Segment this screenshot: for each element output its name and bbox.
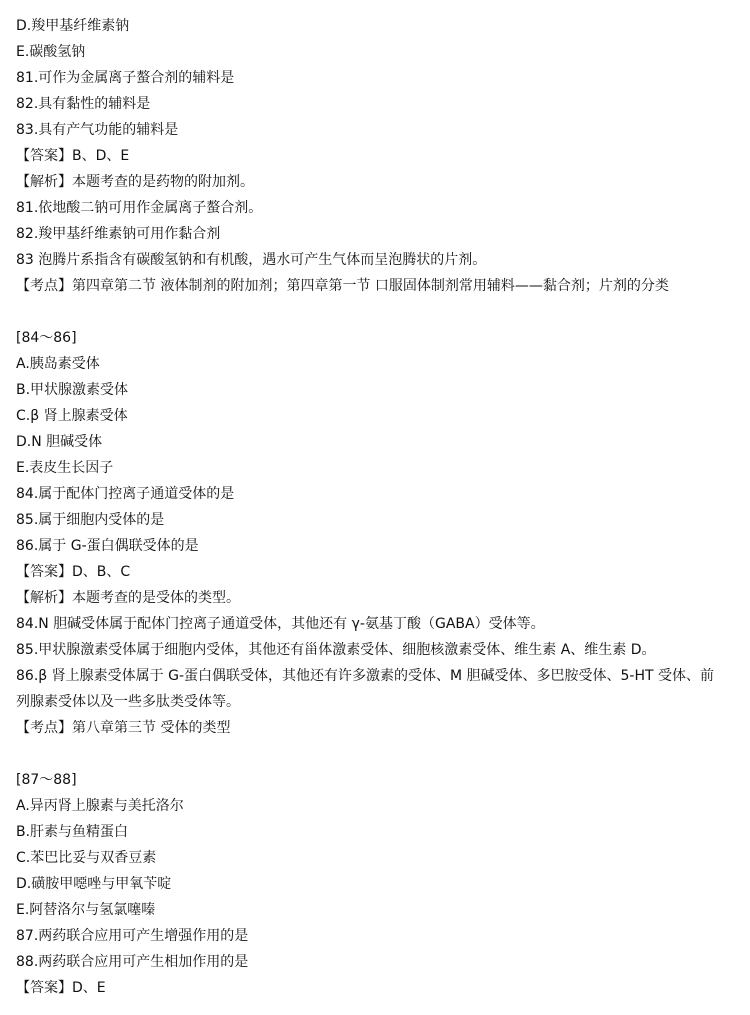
analysis: 【解析】本题考查的是受体的类型。: [16, 590, 240, 606]
option-a: A.异丙肾上腺素与美托洛尔: [16, 798, 184, 814]
section-84-86: [16, 325, 740, 741]
option-a: A.胰岛素受体: [16, 356, 100, 372]
question-83: 83.具有产气功能的辅料是: [16, 122, 179, 138]
analysis-82: 82.羧甲基纤维素钠可用作黏合剂: [16, 226, 221, 242]
document-body: [16, 13, 740, 1001]
section-80-83: [16, 13, 740, 299]
section-header: [87～88]: [16, 772, 77, 788]
option-b: B.肝素与鱼精蛋白: [16, 824, 129, 840]
analysis-86-continued: 列腺素受体以及一些多肽类受体等。: [16, 694, 240, 710]
section-header: [84～86]: [16, 330, 77, 346]
key-point: 【考点】第八章第三节 受体的类型: [16, 720, 231, 736]
question-86: 86.属于 G-蛋白偶联受体的是: [16, 538, 199, 554]
question-81: 81.可作为金属离子螯合剂的辅料是: [16, 70, 235, 86]
analysis-84: 84.N 胆碱受体属于配体门控离子通道受体，其他还有 γ-氨基丁酸（GABA）受体等。: [16, 616, 545, 632]
key-point: 【考点】第四章第二节 液体制剂的附加剂；第四章第一节 口服固体制剂常用辅料——黏合剂；片剂的分类: [16, 278, 669, 294]
analysis-85: 85.甲状腺激素受体属于细胞内受体，其他还有甾体激素受体、细胞核激素受体、维生素 A、维生素 D。: [16, 642, 656, 658]
spacer: [16, 299, 740, 325]
option-c: C.β 肾上腺素受体: [16, 408, 128, 424]
analysis-81: 81.依地酸二钠可用作金属离子螯合剂。: [16, 200, 263, 216]
answer: 【答案】D、E: [16, 980, 106, 996]
option-d: D.磺胺甲噁唑与甲氧苄啶: [16, 876, 172, 892]
option-b: B.甲状腺激素受体: [16, 382, 129, 398]
analysis-86: 86.β 肾上腺素受体属于 G-蛋白偶联受体，其他还有许多激素的受体、M 胆碱受体、多巴胺受体、5-HT 受体、前: [16, 668, 715, 684]
question-87: 87.两药联合应用可产生增强作用的是: [16, 928, 249, 944]
option-e: E.阿替洛尔与氢氯噻嗪: [16, 902, 156, 918]
option-d: D.羧甲基纤维素钠: [16, 18, 130, 34]
answer: 【答案】B、D、E: [16, 148, 130, 164]
question-85: 85.属于细胞内受体的是: [16, 512, 165, 528]
section-87-88: [16, 767, 740, 1001]
answer: 【答案】D、B、C: [16, 564, 131, 580]
option-c: C.苯巴比妥与双香豆素: [16, 850, 157, 866]
question-88: 88.两药联合应用可产生相加作用的是: [16, 954, 249, 970]
option-e: E.表皮生长因子: [16, 460, 114, 476]
analysis-83: 83 泡腾片系指含有碳酸氢钠和有机酸，遇水可产生气体而呈泡腾状的片剂。: [16, 252, 487, 268]
question-82: 82.具有黏性的辅料是: [16, 96, 151, 112]
question-84: 84.属于配体门控离子通道受体的是: [16, 486, 235, 502]
option-d: D.N 胆碱受体: [16, 434, 103, 450]
option-e: E.碳酸氢钠: [16, 44, 86, 60]
analysis: 【解析】本题考查的是药物的附加剂。: [16, 174, 254, 190]
spacer: [16, 741, 740, 767]
